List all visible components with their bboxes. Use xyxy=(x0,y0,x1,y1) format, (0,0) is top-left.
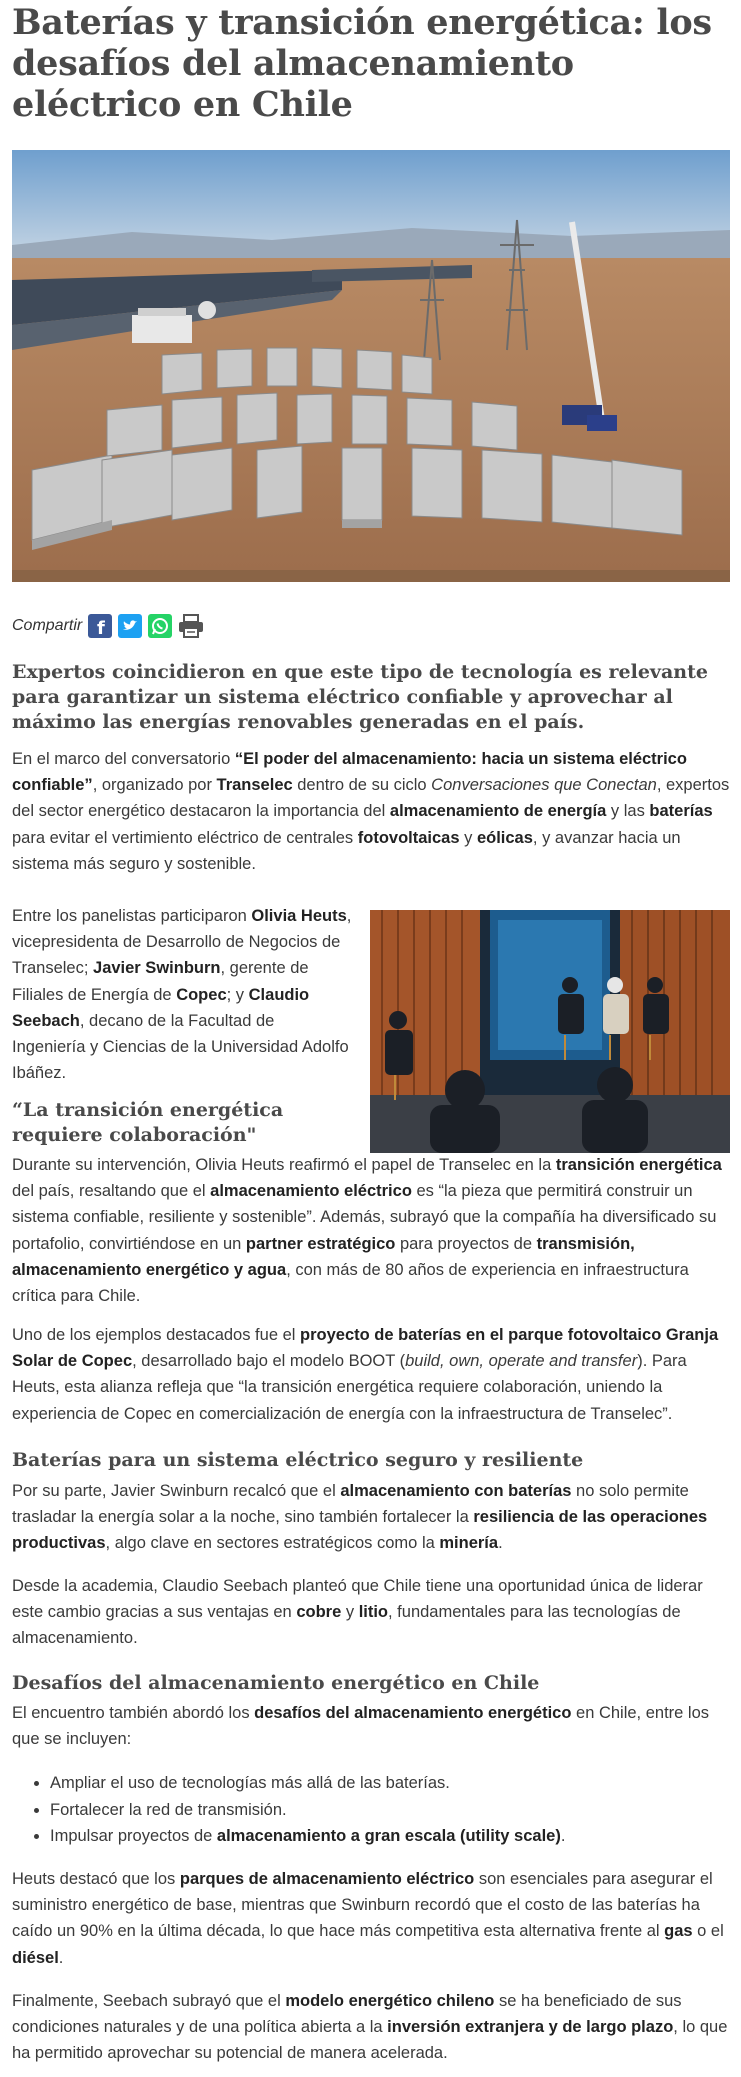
print-icon[interactable] xyxy=(178,614,202,638)
paragraph-5: Por su parte, Javier Swinburn recalcó que el almacenamiento con baterías no solo permite trasladar la energía solar a la noche, sino también fortalecer la resiliencia de las operaciones productivas, algo clave en sectores estratégicos como la minería. xyxy=(12,1482,708,1553)
heading-colaboracion: “La transición energética requiere colaboración" xyxy=(12,1099,284,1146)
article-lead: Expertos coincidieron en que este tipo de tecnología es relevante para garantizar un sistema eléctrico confiable y aprovechar al máximo las energías renovables generadas en el país. xyxy=(12,661,708,733)
paragraph-2: Entre los panelistas participaron Olivia Heuts, vicepresidenta de Desarrollo de Negocios de Transelec; Javier Swinburn, gerente de Filiales de Energía de Copec; y Claudio Seebach, decano de la Facultad de Ingeniería y Ciencias de la Universidad Adolfo Ibáñez. xyxy=(12,907,352,1083)
heading-desafios: Desafíos del almacenamiento energético en Chile xyxy=(12,1672,540,1694)
paragraph-6: Desde la academia, Claudio Seebach planteó que Chile tiene una oportunidad única de liderar este cambio gracias a sus ventajas en cobre y litio, fundamentales para las tecnologías de almacenamiento. xyxy=(12,1577,703,1648)
list-item: • Impulsar proyectos de almacenamiento a gran escala (utility scale). xyxy=(50,1823,741,1849)
hero-image-battery-storage-plant xyxy=(12,150,730,582)
share-bar xyxy=(12,612,208,640)
hero-illustration xyxy=(12,150,730,582)
heading-baterias: Baterías para un sistema eléctrico seguro y resiliente xyxy=(12,1449,584,1471)
paragraph-7: El encuentro también abordó los desafíos del almacenamiento energético en Chile, entre los que se incluyen: xyxy=(12,1704,710,1749)
challenges-list xyxy=(12,1770,741,1850)
paragraph-1: En el marco del conversatorio “El poder del almacenamiento: hacia un sistema eléctrico confiable”, organizado por Transelec dentro de su ciclo Conversaciones que Conectan, expertos del sector energético destacaron la importancia del almacenamiento de energía y las baterías para evitar el vertimiento eléctrico de centrales fotovoltaicas y eólicas, y avanzar hacia un sistema más seguro y sostenible. xyxy=(12,750,730,873)
list-item: • Ampliar el uso de tecnologías más allá de las baterías. xyxy=(50,1770,741,1796)
facebook-icon[interactable] xyxy=(88,614,112,638)
paragraph-9: Finalmente, Seebach subrayó que el modelo energético chileno se ha beneficiado de sus condiciones naturales y de una política abierta a la inversión extranjera y de largo plazo, lo que ha permitido aprovechar su potencial de manera acelerada. xyxy=(12,1992,728,2063)
paragraph-3: Durante su intervención, Olivia Heuts reafirmó el papel de Transelec en la transición energética del país, resaltando que el almacenamiento eléctrico es “la pieza que permitirá construir un sistema confiable, resiliente y sostenible”. Además, subrayó que la compañía ha diversificado su portafolio, convirtiéndose en un partner estratégico para proyectos de transmisión, almacenamiento energético y agua, con más de 80 años de experiencia en infraestructura crítica para Chile. xyxy=(12,1156,722,1306)
paragraph-4: Uno de los ejemplos destacados fue el proyecto de baterías en el parque fotovoltaico Granja Solar de Copec, desarrollado bajo el modelo BOOT (build, own, operate and transfer). Para Heuts, esta alianza refleja que “la transición energética requiere colaboración, uniendo la experiencia de Copec en comercialización de energía con la infraestructura de Transelec”. xyxy=(12,1326,719,1423)
whatsapp-icon[interactable] xyxy=(148,614,172,638)
article xyxy=(12,0,730,2063)
panel-photo xyxy=(370,910,730,1153)
paragraph-8: Heuts destacó que los parques de almacenamiento eléctrico son esenciales para asegurar el suministro energético de base, mientras que Swinburn recordó que el costo de las baterías ha caído un 90% en la última década, lo que hace más competitiva esta alternativa frente al gas o el diésel. xyxy=(12,1870,724,1967)
list-item: • Fortalecer la red de transmisión. xyxy=(50,1797,741,1823)
twitter-icon[interactable] xyxy=(118,614,142,638)
panel-illustration xyxy=(370,910,730,1153)
article-title: Baterías y transición energética: los desafíos del almacenamiento eléctrico en Chile xyxy=(12,2,712,125)
share-label: Compartir xyxy=(12,617,83,634)
svg-text:f: f xyxy=(97,618,106,638)
